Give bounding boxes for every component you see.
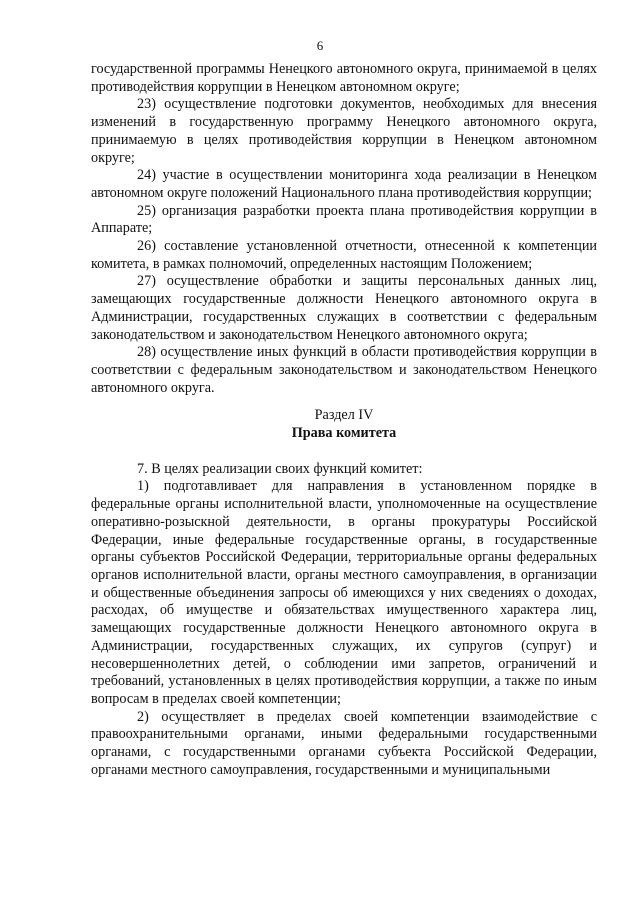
- clause-7: 7. В целях реализации своих функций комитет:: [137, 460, 423, 477]
- paragraph-continuation: государственной программы Ненецкого автономного округа, принимаемой в целях противодействия коррупции в Ненецком автономном округе;: [91, 61, 597, 95]
- list-item-25: 25) организация разработки проекта плана противодействия коррупции в Аппарате;: [91, 202, 597, 237]
- section-title: Права комитета: [291, 425, 397, 442]
- section-label: Раздел IV: [314, 407, 374, 424]
- spacer: [91, 443, 597, 461]
- spacer: [91, 397, 597, 407]
- document-body: [91, 61, 597, 779]
- list-item-24: 24) участие в осуществлении мониторинга хода реализации в Ненецком автономном округе положений Национального плана противодействия коррупции;: [91, 167, 597, 201]
- list-item-27: 27) осуществление обработки и защиты персональных данных лиц, замещающих государственные должности Ненецкого автономного округа в Администрации, государственных служащих в соответствии с федеральным законодательством и законодательством Ненецкого автономного округа;: [91, 273, 597, 343]
- list-item-28: 28) осуществление иных функций в области противодействия коррупции в соответствии с федеральным законодательством и законодательством Ненецкого автономного округа.: [91, 344, 597, 396]
- list-item-23: 23) осуществление подготовки документов, необходимых для внесения изменений в государственную программу Ненецкого автономного округа, принимаемую в целях противодействия коррупции в Ненецком автономном округе;: [91, 96, 597, 166]
- list-item-26: 26) составление установленной отчетности, отнесенной к компетенции комитета, в рамках полномочий, определенных настоящим Положением;: [91, 238, 597, 272]
- clause-7-item-2: 2) осуществляет в пределах своей компетенции взаимодействие с правоохранительными органами, иными федеральными государственными органами, с государственными органами субъекта Российской Федерации, органами местного самоуправления, государственными и муниципальными: [91, 708, 597, 778]
- page-number: 6: [316, 38, 324, 53]
- clause-7-item-1: 1) подготавливает для направления в установленном порядке в федеральные органы исполнительной власти, уполномоченные на осуществление оперативно-розыскной деятельности, в органы прокуратуры Российской Федерации, иные федеральные государственные органы, в государственные органы субъектов Российской Федерации, территориальные органы федеральных органов исполнительной власти, органы местного самоуправления, в организации и общественные объединения запросы об имеющихся у них сведениях о доходах, расходах, об имуществе и обязательствах имущественного характера лиц, замещающих государственные должности Ненецкого автономного округа в Администрации, государственных служащих, их супругов (супруг) и несовершеннолетних детей, о соблюдении ими запретов, ограничений и требований, установленных в целях противодействия коррупции, а также по иным вопросам в пределах своей компетенции;: [91, 478, 597, 707]
